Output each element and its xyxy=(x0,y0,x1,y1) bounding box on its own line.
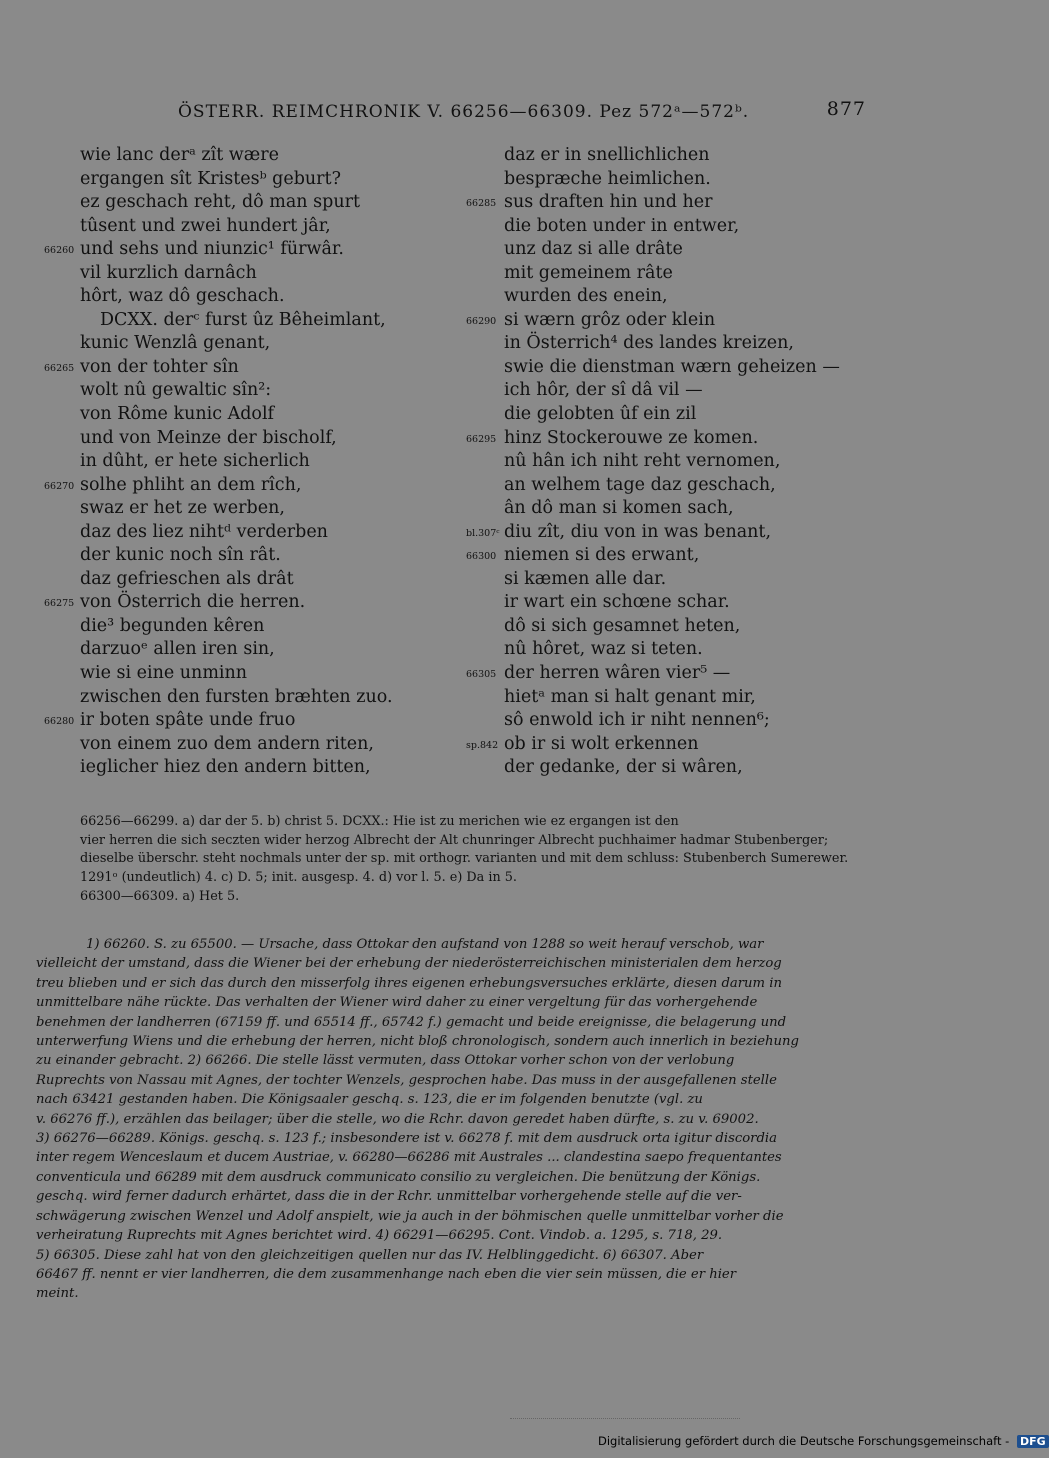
verse-line xyxy=(466,238,986,262)
verse-text: swaz er het ze werben, xyxy=(80,498,285,519)
verse-text: mit gemeinem râte xyxy=(504,262,673,283)
verse-line xyxy=(466,427,986,451)
verse-text: ir wart ein schœne schar. xyxy=(504,592,730,613)
verse-line xyxy=(466,379,986,403)
line-number: 66305 xyxy=(466,669,497,681)
footnote-line: nach 63421 gestanden haben. Die Königsaaler geschq. s. 123, die er im folgenden benutzte (vgl. zu xyxy=(36,1092,703,1108)
verse-line xyxy=(466,356,986,380)
verse-text: kunic Wenzlâ genant, xyxy=(80,333,271,354)
verse-line xyxy=(0,568,480,592)
header-title: ÖSTERR. REIMCHRONIK V. 66256—66309. Pez 572ᵃ—572ᵇ. xyxy=(178,102,750,122)
apparatus-line: 1291ᵒ (undeutlich) 4. c) D. 5; init. ausgesp. 4. d) vor l. 5. e) Da in 5. xyxy=(80,870,517,886)
verse-line xyxy=(466,544,986,568)
verse-line xyxy=(0,332,480,356)
verse-line xyxy=(0,262,480,286)
footnote-line: unmittelbare nähe rückte. Das verhalten der Wiener wird daher zu einer vergeltung für das vorhergehende xyxy=(36,995,758,1011)
line-number: 66275 xyxy=(44,598,75,610)
verse-text: und von Meinze der bischolf, xyxy=(80,427,337,448)
verse-text: ich hôr, der sî dâ vil — xyxy=(504,380,703,401)
line-number: 66300 xyxy=(466,551,497,563)
verse-line xyxy=(466,191,986,215)
verse-line xyxy=(0,144,480,168)
footnote-line: unterwerfung Wiens und die erhebung der herren, nicht bloß chronologisch, sondern auch innerlich in beziehung xyxy=(36,1034,799,1050)
verse-line xyxy=(0,544,480,568)
verse-column-right xyxy=(466,144,986,780)
verse-text: tûsent und zwei hundert jâr, xyxy=(80,215,331,236)
verse-line xyxy=(466,309,986,333)
verse-line xyxy=(466,168,986,192)
verse-line xyxy=(0,215,480,239)
verse-text: hietᵃ man si halt genant mir, xyxy=(504,686,756,707)
verse-text: und sehs und niunzic¹ fürwâr. xyxy=(80,239,344,260)
critical-apparatus xyxy=(80,813,868,907)
verse-line xyxy=(0,191,480,215)
footnote-line: 66467 ff. nennt er vier landherren, die dem zusammenhange nach eben die vier sein müssen, die er hier xyxy=(36,1266,737,1282)
footnote-line: 3) 66276—66289. Königs. geschq. s. 123 f.; insbesondere ist v. 66278 f. mit dem ausdruck orta igitur discordia xyxy=(36,1131,777,1147)
verse-text: der gedanke, der si wâren, xyxy=(504,757,743,778)
funding-footer xyxy=(598,1434,1049,1454)
verse-line xyxy=(466,756,986,780)
verse-line xyxy=(0,733,480,757)
verse-line xyxy=(466,450,986,474)
verse-text: von der tohter sîn xyxy=(80,356,239,377)
verse-text: solhe phliht an dem rîch, xyxy=(80,474,302,495)
verse-line xyxy=(0,591,480,615)
verse-text: die gelobten ûf ein zil xyxy=(504,404,697,425)
verse-line xyxy=(0,686,480,710)
line-number: 66270 xyxy=(44,480,75,492)
footer-text: Digitalisierung gefördert durch die Deutsche Forschungsgemeinschaft - xyxy=(598,1434,1010,1448)
verse-text: ergangen sît Kristesᵇ geburt? xyxy=(80,168,341,189)
verse-text: die boten under in entwer, xyxy=(504,215,740,236)
footnotes xyxy=(36,935,868,1304)
verse-text: niemen si des erwant, xyxy=(504,545,700,566)
verse-line xyxy=(0,756,480,780)
verse-line xyxy=(0,356,480,380)
verse-line xyxy=(0,662,480,686)
verse-text: der herren wâren vier⁵ — xyxy=(504,663,731,684)
footnote-line: vielleicht der umstand, dass die Wiener bei der erhebung der niederösterreichischen ministerialen dem herzog xyxy=(36,956,782,972)
verse-line xyxy=(466,144,986,168)
footer-rule xyxy=(510,1418,740,1419)
verse-line xyxy=(466,662,986,686)
verse-line xyxy=(466,733,986,757)
verse-text: ez geschach reht, dô man spurt xyxy=(80,192,360,213)
verse-line xyxy=(466,262,986,286)
verse-text: von Österrich die herren. xyxy=(80,592,306,613)
verse-text: DCXX. derᶜ furst ûz Bêheimlant, xyxy=(100,309,386,330)
verse-line xyxy=(0,709,480,733)
line-number: bl.307ᶜ xyxy=(466,527,500,539)
verse-text: von Rôme kunic Adolf xyxy=(80,404,275,425)
verse-line xyxy=(0,379,480,403)
verse-line xyxy=(0,403,480,427)
verse-line xyxy=(0,638,480,662)
verse-line xyxy=(0,450,480,474)
verse-line xyxy=(0,615,480,639)
verse-text: ob ir si wolt erkennen xyxy=(504,733,699,754)
line-number: 66285 xyxy=(466,198,497,210)
verse-text: wie si eine unminn xyxy=(80,663,248,684)
footnote-line: benehmen der landherren (67159 ff. und 65514 ff., 65742 f.) gemacht und beide ereignisse, die belagerung und xyxy=(36,1014,787,1030)
footnote-line: inter regem Wenceslaum et ducem Austriae, v. 66280—66286 mit Australes ... clandestina saepo frequentantes xyxy=(36,1150,782,1166)
footnote-line: meint. xyxy=(36,1286,79,1302)
verse-text: nû hôret, waz si teten. xyxy=(504,639,703,660)
footnote-line: geschq. wird ferner dadurch erhärtet, dass die in der Rchr. unmittelbar vorhergehende stelle auf die ver- xyxy=(36,1189,742,1205)
verse-text: si wærn grôz oder klein xyxy=(504,309,716,330)
line-number: 66290 xyxy=(466,315,497,327)
verse-text: hinz Stockerouwe ze komen. xyxy=(504,427,759,448)
verse-text: vil kurzlich darnâch xyxy=(80,262,257,283)
footnote-line: verheiratung Ruprechts mit Agnes berichtet wird. 4) 66291—66295. Cont. Vindob. a. 1295, s. 718, 29. xyxy=(36,1228,723,1244)
verse-text: hôrt, waz dô geschach. xyxy=(80,286,285,307)
verse-text: in dûht, er hete sicherlich xyxy=(80,451,310,472)
verse-text: wurden des enein, xyxy=(504,286,668,307)
verse-line xyxy=(466,474,986,498)
verse-line xyxy=(0,285,480,309)
dfg-logo-icon: DFG xyxy=(1017,1435,1049,1448)
verse-text: zwischen den fursten bræhten zuo. xyxy=(80,686,393,707)
verse-text: wie lanc derᵃ zît wære xyxy=(80,145,279,165)
verse-line xyxy=(466,403,986,427)
verse-text: daz gefrieschen als drât xyxy=(80,568,294,589)
verse-text: ir boten spâte unde fruo xyxy=(80,710,296,731)
apparatus-line: dieselbe überschr. steht nochmals unter der sp. mit orthogr. varianten und mit dem schluss: Stubenberch Sumerewer. xyxy=(80,851,849,867)
running-header xyxy=(0,98,1000,124)
verse-line xyxy=(0,497,480,521)
verse-text: diu zît, diu von in was benant, xyxy=(504,521,772,542)
footnote-line: 1) 66260. S. zu 65500. — Ursache, dass Ottokar den aufstand von 1288 so weit herauf verschob, war xyxy=(86,937,764,952)
verse-text: dô si sich gesamnet heten, xyxy=(504,615,741,636)
verse-text: ieglicher hiez den andern bitten, xyxy=(80,757,371,778)
verse-text: si kæmen alle dar. xyxy=(504,568,667,589)
verse-column-left xyxy=(0,144,480,780)
verse-line xyxy=(466,568,986,592)
verse-line xyxy=(0,521,480,545)
verse-text: sô enwold ich ir niht nennen⁶; xyxy=(504,710,770,731)
verse-line xyxy=(466,709,986,733)
verse-line xyxy=(466,215,986,239)
line-number: 66265 xyxy=(44,362,75,374)
verse-text: von einem zuo dem andern riten, xyxy=(80,733,374,754)
verse-line xyxy=(466,638,986,662)
line-number: sp.842 xyxy=(466,739,499,751)
verse-text: die³ begunden kêren xyxy=(80,615,265,636)
footnote-line: schwägerung zwischen Wenzel und Adolf anspielt, wie ja auch in der böhmischen quelle unmittelbar vorher die xyxy=(36,1208,784,1224)
page-number: 877 xyxy=(826,98,866,120)
verse-text: nû hân ich niht reht vernomen, xyxy=(504,451,781,472)
verse-text: daz des liez nihtᵈ verderben xyxy=(80,521,328,542)
verse-text: bespræche heimlichen. xyxy=(504,168,711,189)
verse-text: in Österrich⁴ des landes kreizen, xyxy=(504,333,794,354)
verse-text: unz daz si alle drâte xyxy=(504,239,683,260)
line-number: 66260 xyxy=(44,245,75,257)
footnote-line: Ruprechts von Nassau mit Agnes, der tochter Wenzels, gesprochen habe. Das muss in der ausgefallenen stelle xyxy=(36,1072,777,1088)
verse-text: der kunic noch sîn rât. xyxy=(80,545,281,566)
verse-line xyxy=(0,238,480,262)
apparatus-line: 66256—66299. a) dar der 5. b) christ 5. DCXX.: Hie ist zu merichen wie ez ergangen ist den xyxy=(80,814,679,829)
verse-line xyxy=(0,474,480,498)
verse-line xyxy=(466,285,986,309)
verse-line xyxy=(466,615,986,639)
verse-text: an welhem tage daz geschach, xyxy=(504,474,776,495)
verse-text: daz er in snellichlichen xyxy=(504,145,710,165)
verse-line xyxy=(466,497,986,521)
verse-line xyxy=(466,686,986,710)
footnote-line: v. 66276 ff.), erzählen das beilager; über die stelle, wo die Rchr. davon geredet haben dürfte, s. zu v. 69002. xyxy=(36,1111,759,1127)
verse-line xyxy=(466,591,986,615)
footnote-line: treu blieben und er sich das durch den misserfolg ihres eigenen erhebungsversuches erklärte, diesen darum in xyxy=(36,975,782,991)
verse-line xyxy=(466,521,986,545)
footnote-line: zu einander gebracht. 2) 66266. Die stelle lässt vermuten, dass Ottokar vorher schon von der verlobung xyxy=(36,1053,735,1069)
verse-text: sus draften hin und her xyxy=(504,192,713,213)
verse-line xyxy=(0,427,480,451)
verse-text: darzuoᵉ allen iren sin, xyxy=(80,639,275,660)
line-number: 66295 xyxy=(466,433,497,445)
verse-text: swie die dienstman wærn geheizen — xyxy=(504,356,840,377)
apparatus-line: vier herren die sich seczten wider herzog Albrecht der Alt chunringer Albrecht puchhaimer hadmar Stubenberger; xyxy=(80,832,829,848)
verse-line xyxy=(0,168,480,192)
line-number: 66280 xyxy=(44,716,75,728)
footnote-line: 5) 66305. Diese zahl hat von den gleichzeitigen quellen nur das IV. Helblinggedicht. 6) 66307. Aber xyxy=(36,1247,704,1263)
footnote-line: conventicula und 66289 mit dem ausdruck communicato consilio zu vergleichen. Die benützung der Königs. xyxy=(36,1169,761,1185)
verse-line xyxy=(466,332,986,356)
verse-line xyxy=(0,309,480,333)
apparatus-line: 66300—66309. a) Het 5. xyxy=(80,888,240,904)
verse-text: ân dô man si komen sach, xyxy=(504,498,734,519)
verse-text: wolt nû gewaltic sîn²: xyxy=(80,380,272,401)
